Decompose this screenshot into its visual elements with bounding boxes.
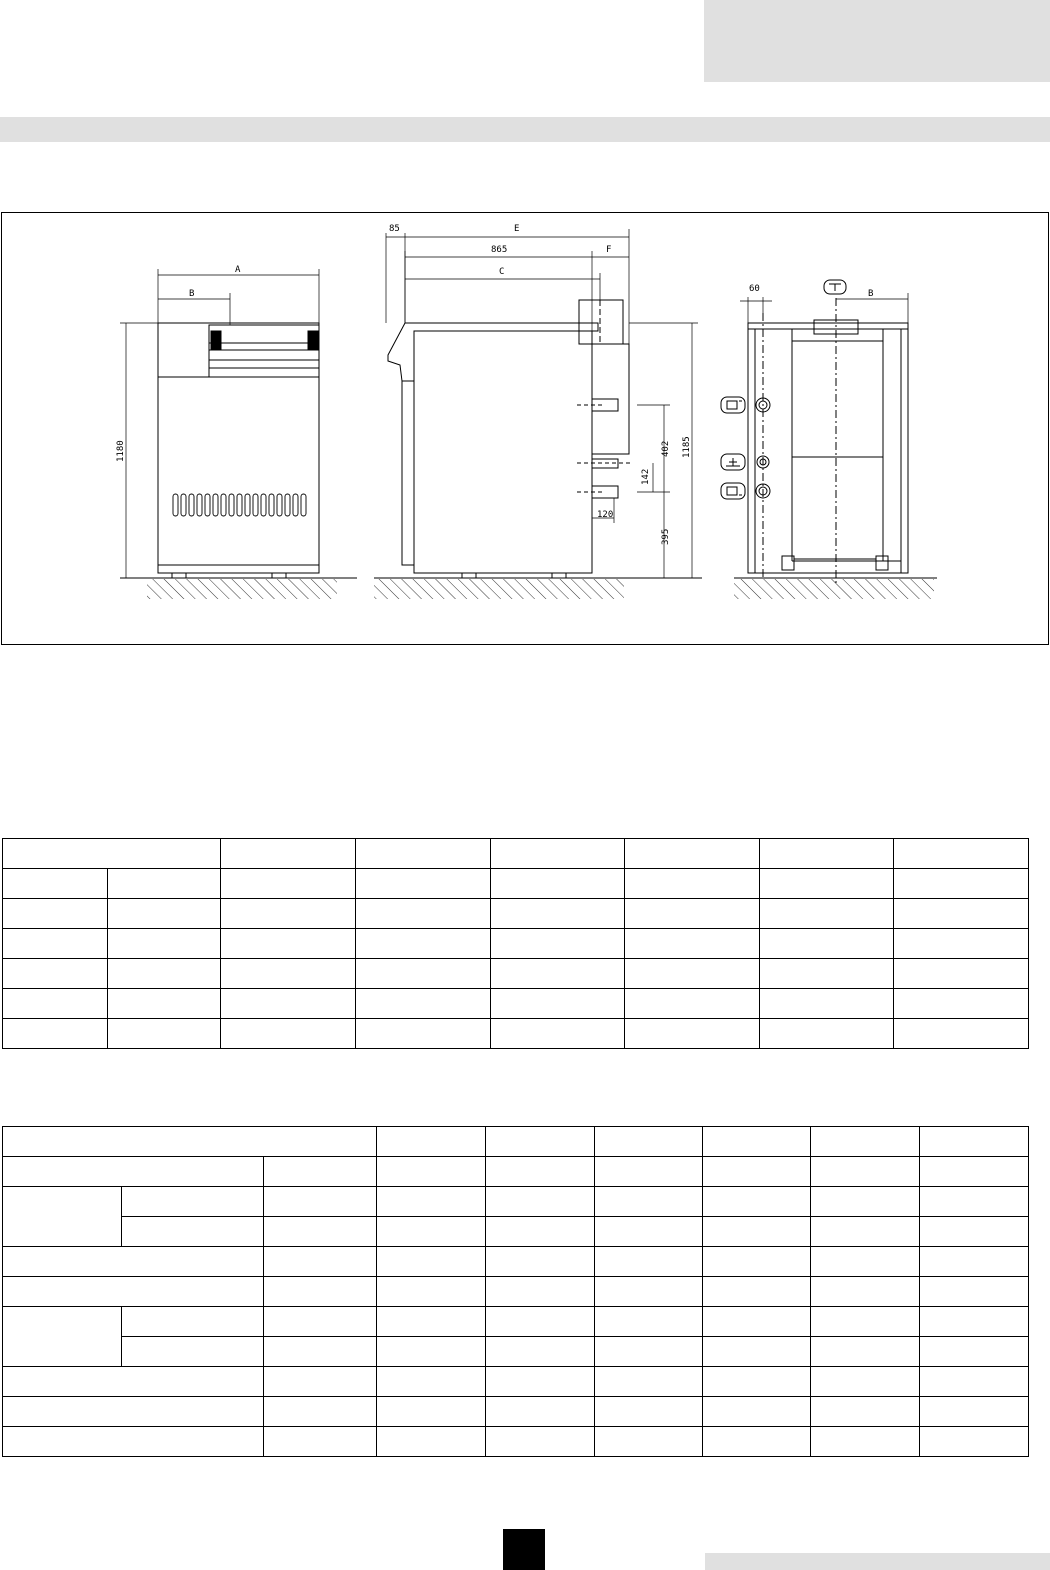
table-row [3, 1157, 1029, 1187]
side-dim-85-label: 85 [389, 224, 400, 234]
return-connection-icon [721, 454, 745, 470]
dimensions-table [2, 838, 1029, 1049]
table-row [3, 1187, 1029, 1217]
table-row [3, 1277, 1029, 1307]
side-dim-395-label: 395 [661, 528, 671, 545]
technical-drawing [2, 213, 1048, 644]
table-row [3, 929, 1029, 959]
side-dim-f-label: F [606, 245, 612, 255]
table-row [3, 1427, 1029, 1457]
side-dim-142-label: 142 [641, 468, 651, 485]
section-bar [0, 117, 1050, 142]
side-height-label: 1185 [682, 436, 692, 458]
rear-view [734, 293, 937, 599]
front-dim-b-label: B [189, 289, 195, 299]
table-row [3, 1397, 1029, 1427]
flow-connection-icon [721, 397, 745, 413]
side-dim-120-label: 120 [597, 510, 614, 520]
front-height-label: 1180 [116, 440, 126, 462]
footer-box [705, 1553, 1050, 1570]
flue-connection-icon [824, 280, 846, 294]
specifications-table [2, 1126, 1029, 1457]
drain-connection-icon [721, 483, 745, 499]
table-row [3, 1307, 1029, 1337]
table-row [3, 1019, 1029, 1049]
table-row [3, 959, 1029, 989]
table-row [3, 1217, 1029, 1247]
rear-dim-b-label: B [868, 289, 874, 299]
table-row [3, 839, 1029, 869]
front-dim-a-label: A [235, 265, 241, 275]
front-view [120, 269, 357, 599]
header-box [704, 0, 1050, 82]
page-number-box [503, 1529, 545, 1570]
table-row [3, 1127, 1029, 1157]
dimension-drawing [1, 212, 1049, 645]
side-dim-c-label: C [499, 267, 505, 277]
table-row [3, 899, 1029, 929]
side-dim-865-label: 865 [491, 245, 508, 255]
table-row [3, 989, 1029, 1019]
side-view [374, 229, 702, 599]
table-row [3, 1337, 1029, 1367]
side-dim-e-label: E [514, 224, 520, 234]
rear-dim-60-label: 60 [749, 284, 760, 294]
table-row [3, 1247, 1029, 1277]
table-row [3, 1367, 1029, 1397]
table-row [3, 869, 1029, 899]
side-dim-402-label: 402 [661, 440, 671, 457]
